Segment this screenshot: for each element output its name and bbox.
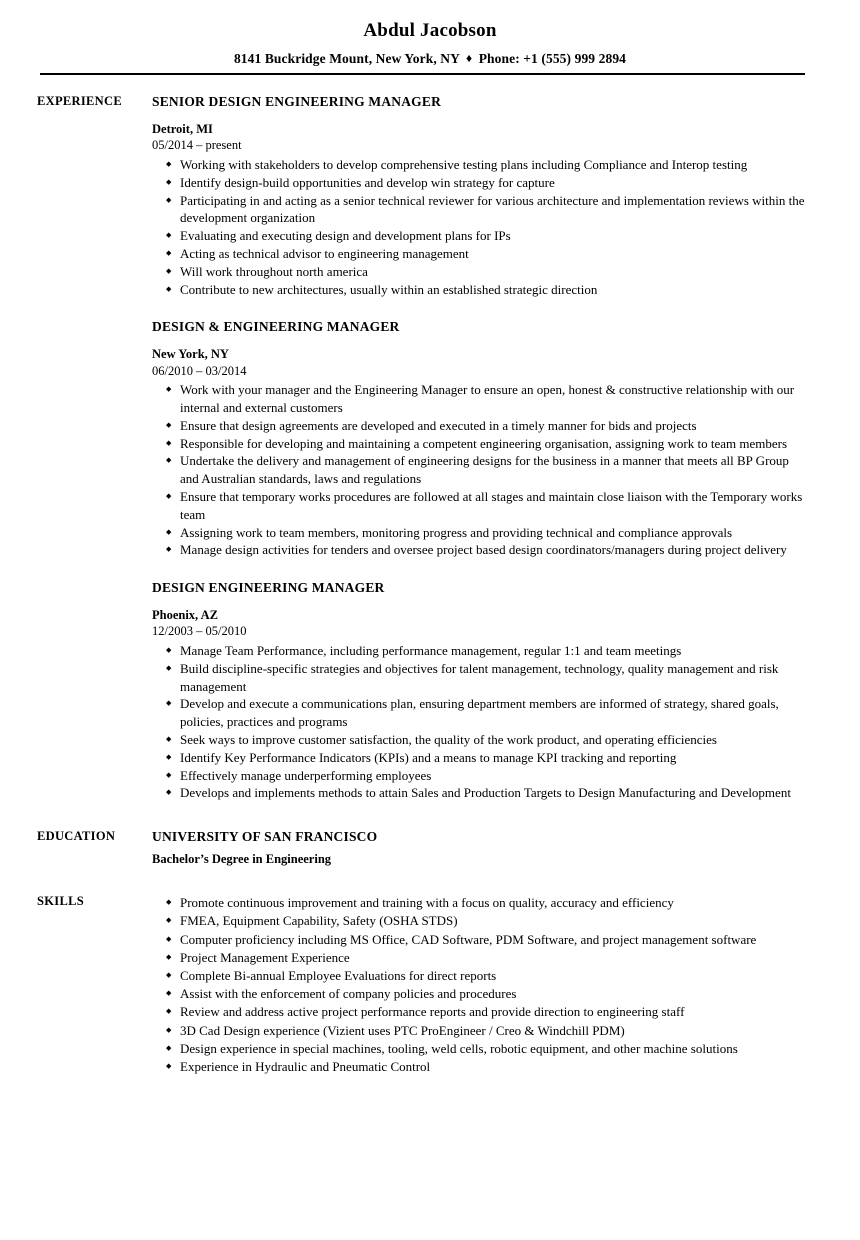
job-bullet: ◆ Ensure that design agreements are developed and executed in a timely manner for bids and projects: [152, 417, 810, 435]
job-bullet-list: [152, 381, 810, 559]
candidate-name: Abdul Jacobson: [363, 20, 497, 41]
job-bullet: ◆ Will work throughout north america: [152, 263, 810, 281]
skill-bullet: ◆ 3D Cad Design experience (Vizient uses PTC ProEngineer / Creo & Windchill PDM): [152, 1022, 810, 1040]
section-label-skills: SKILLS: [37, 894, 84, 909]
skill-bullet: ◆ Computer proficiency including MS Office, CAD Software, PDM Software, and project management software: [152, 931, 810, 949]
skill-bullet: ◆ Review and address active project performance reports and provide direction to engineering staff: [152, 1003, 810, 1021]
job-bullet-list: [152, 156, 810, 298]
job-bullet: ◆ Undertake the delivery and management of engineering designs for the business in a manner that meets all BP Group and Australian standards, laws and regulations: [152, 452, 810, 488]
job-dates: 06/2010 – 03/2014: [152, 363, 247, 378]
job-title: DESIGN ENGINEERING MANAGER: [152, 580, 385, 596]
skill-bullet: ◆ FMEA, Equipment Capability, Safety (OSHA STDS): [152, 912, 810, 930]
job-bullet: ◆ Acting as technical advisor to engineering management: [152, 245, 810, 263]
diamond-separator-icon: ♦: [465, 50, 473, 65]
header-divider: [40, 73, 805, 76]
skill-bullet: ◆ Project Management Experience: [152, 949, 810, 967]
contact-line: [0, 51, 860, 67]
skill-bullet: ◆ Complete Bi-annual Employee Evaluations for direct reports: [152, 967, 810, 985]
job-bullet: ◆ Work with your manager and the Engineering Manager to ensure an open, honest & constructive relationship with our internal and external customers: [152, 381, 810, 417]
job-bullet: ◆ Manage design activities for tenders and oversee project based design coordinators/managers during project delivery: [152, 541, 810, 559]
education-entries: [152, 829, 860, 867]
job-bullet: ◆ Ensure that temporary works procedures are followed at all stages and maintain close liaison with the Temporary works team: [152, 488, 810, 524]
skills-bullet-list: [152, 894, 810, 1076]
job-location: New York, NY: [152, 347, 229, 362]
job-bullet: ◆ Identify design-build opportunities and develop win strategy for capture: [152, 174, 810, 192]
job-bullet: ◆ Build discipline-specific strategies and objectives for talent management, technology, quality management and risk management: [152, 660, 810, 696]
section-label-education: EDUCATION: [37, 829, 116, 844]
education-degree: Bachelor’s Degree in Engineering: [152, 851, 332, 866]
skill-bullet: ◆ Assist with the enforcement of company policies and procedures: [152, 985, 810, 1003]
job-bullet: ◆ Manage Team Performance, including performance management, regular 1:1 and team meetings: [152, 642, 810, 660]
job-bullet: ◆ Seek ways to improve customer satisfaction, the quality of the work product, and operating efficiencies: [152, 731, 810, 749]
job-bullet: ◆ Develops and implements methods to attain Sales and Production Targets to Design Manufacturing and Development: [152, 784, 810, 802]
job-bullet: ◆ Contribute to new architectures, usually within an established strategic direction: [152, 281, 810, 299]
job-bullet: ◆ Working with stakeholders to develop comprehensive testing plans including Compliance and Interop testing: [152, 156, 810, 174]
job-bullet: ◆ Participating in and acting as a senior technical reviewer for various architecture and implementation reviews within the development organization: [152, 192, 810, 228]
contact-phone: Phone: +1 (555) 999 2894: [478, 50, 627, 66]
skill-bullet: ◆ Promote continuous improvement and training with a focus on quality, accuracy and efficiency: [152, 894, 810, 912]
skills-list-wrapper: [152, 894, 860, 1076]
education-entry: [152, 829, 810, 867]
job-bullet: ◆ Identify Key Performance Indicators (KPIs) and a means to manage KPI tracking and reporting: [152, 749, 810, 767]
skills-section: [0, 894, 860, 1076]
resume-header: [0, 0, 860, 75]
education-school: UNIVERSITY OF SAN FRANCISCO: [152, 829, 378, 845]
job-title: SENIOR DESIGN ENGINEERING MANAGER: [152, 94, 442, 110]
experience-entry: [152, 319, 810, 559]
job-bullet: ◆ Effectively manage underperforming employees: [152, 767, 810, 785]
skill-bullet: ◆ Experience in Hydraulic and Pneumatic Control: [152, 1058, 810, 1076]
job-bullet: ◆ Assigning work to team members, monitoring progress and providing technical and compliance approvals: [152, 524, 810, 542]
job-bullet: ◆ Evaluating and executing design and development plans for IPs: [152, 227, 810, 245]
job-bullet: ◆ Develop and execute a communications plan, ensuring department members are informed of strategy, shared goals, policies, practices and programs: [152, 695, 810, 731]
job-bullet-list: [152, 642, 810, 802]
job-dates: 05/2014 – present: [152, 138, 242, 153]
job-dates: 12/2003 – 05/2010: [152, 624, 247, 639]
experience-section: [0, 94, 860, 802]
job-bullet: ◆ Responsible for developing and maintaining a competent engineering organisation, assigning work to team members: [152, 435, 810, 453]
education-section: [0, 829, 860, 867]
job-location: Phoenix, AZ: [152, 608, 218, 623]
section-label-experience: EXPERIENCE: [37, 94, 122, 109]
experience-entries: [152, 94, 860, 802]
job-location: Detroit, MI: [152, 122, 213, 137]
job-title: DESIGN & ENGINEERING MANAGER: [152, 319, 400, 335]
skill-bullet: ◆ Design experience in special machines, tooling, weld cells, robotic equipment, and other machine solutions: [152, 1040, 810, 1058]
contact-address: 8141 Buckridge Mount, New York, NY: [233, 50, 460, 66]
experience-entry: [152, 94, 810, 298]
experience-entry: [152, 580, 810, 802]
